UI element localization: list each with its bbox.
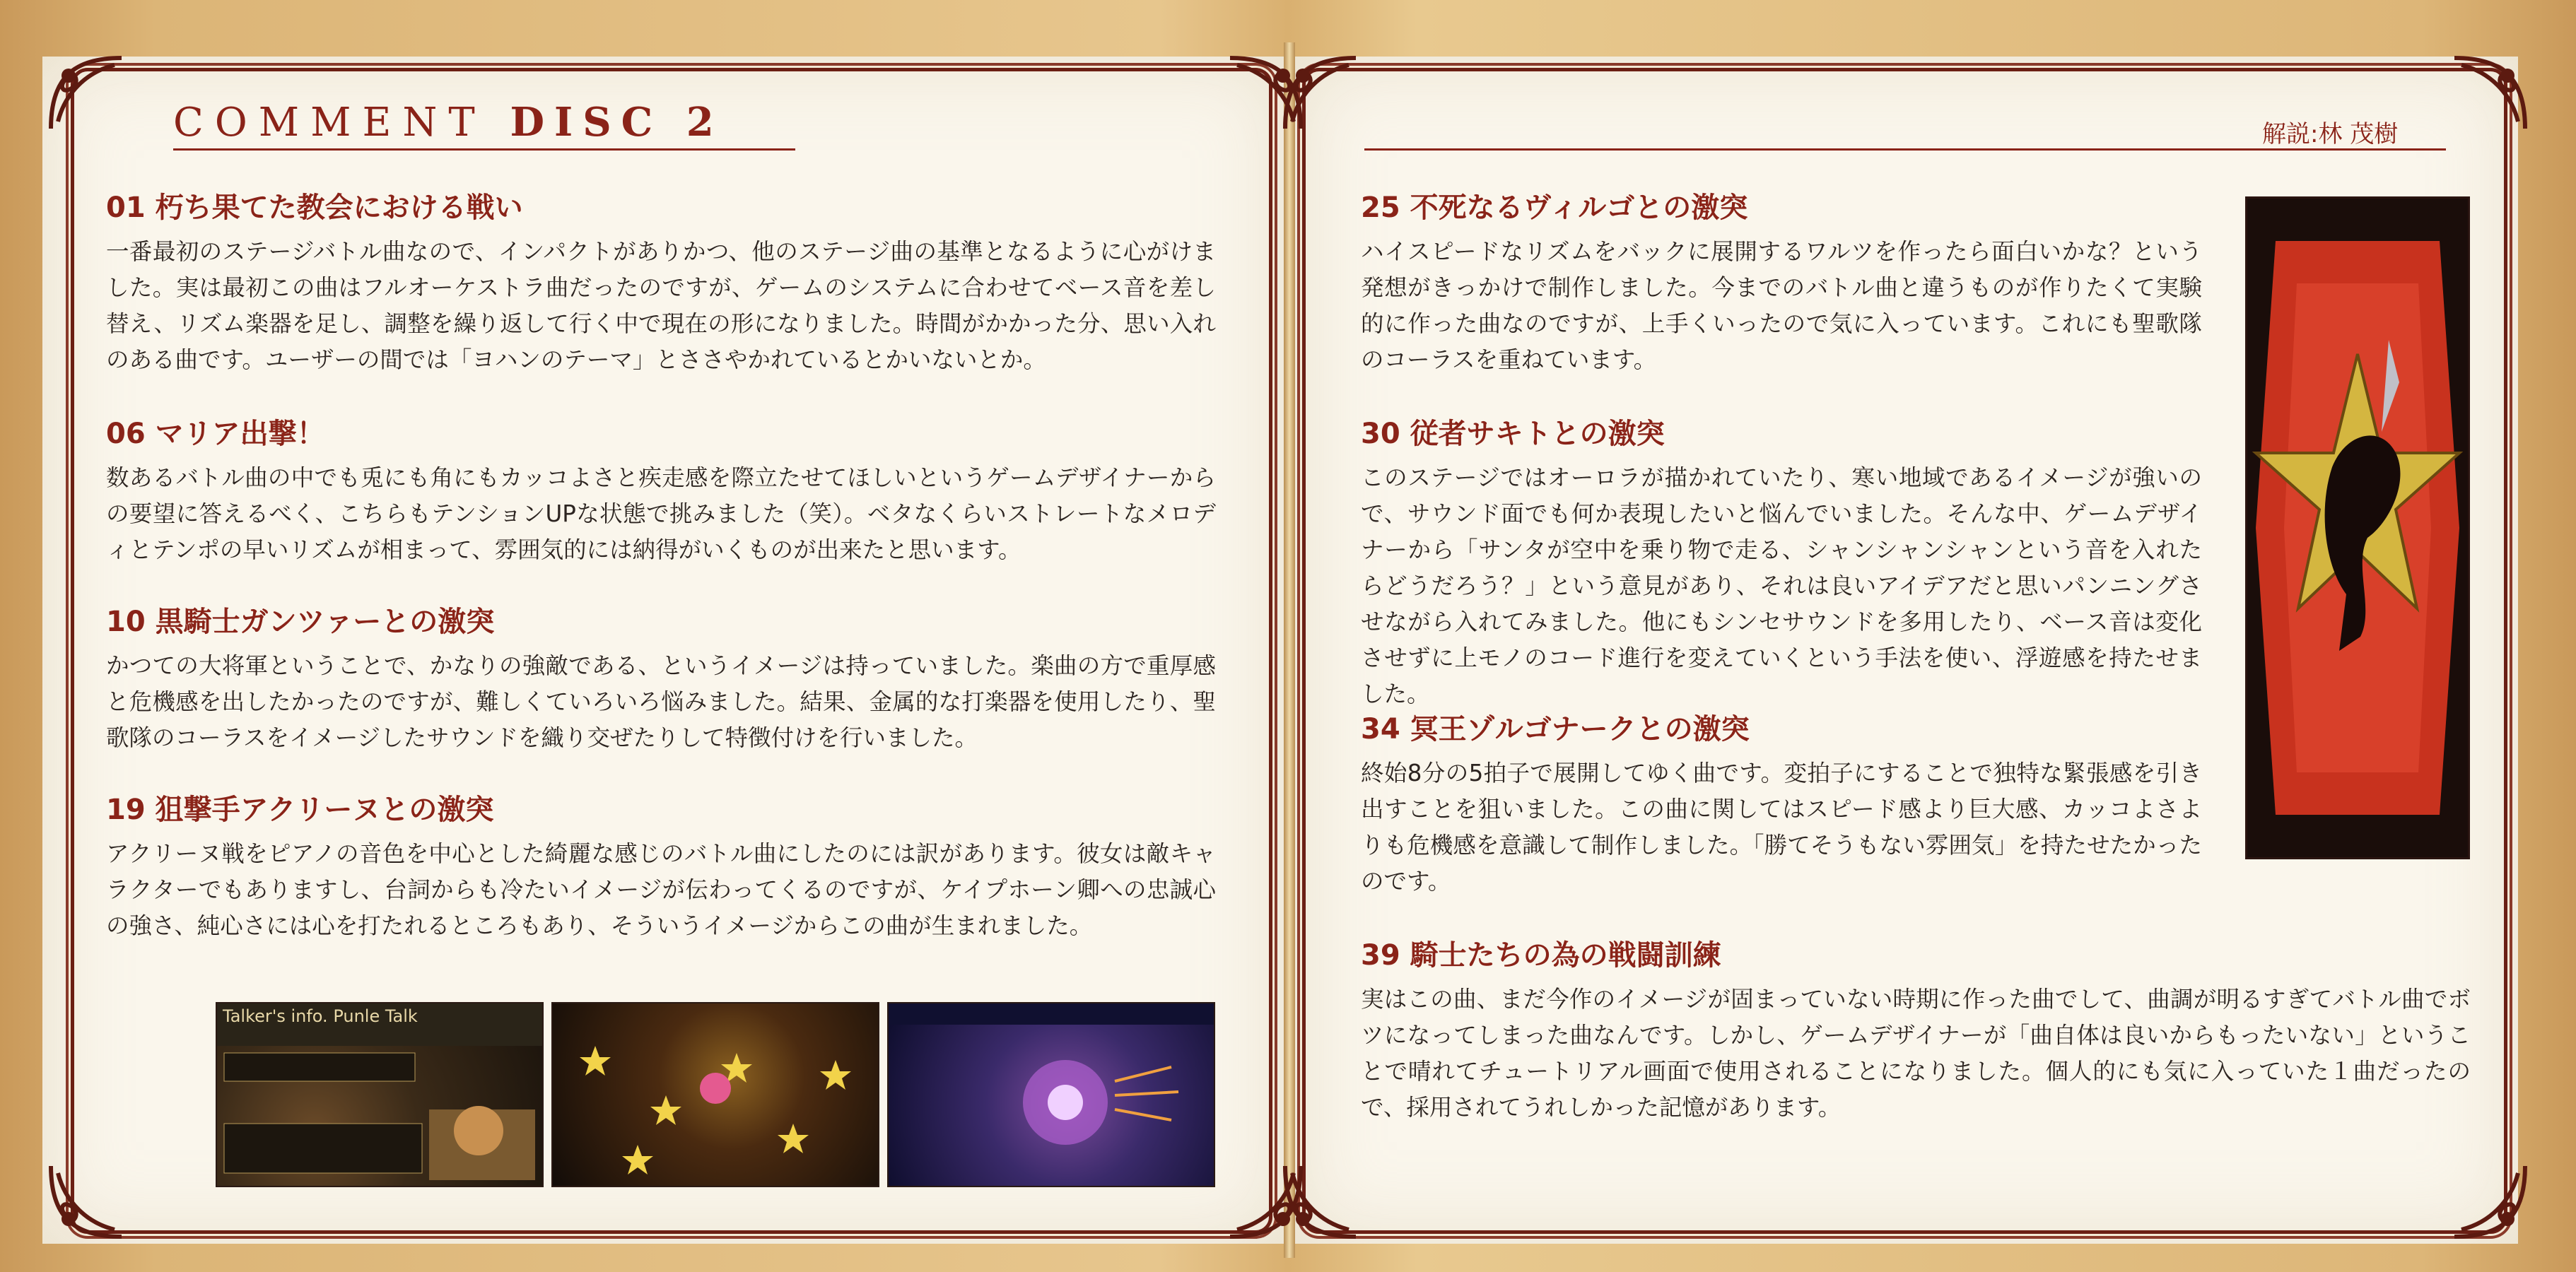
track-body: このステージではオーロラが描かれていたり、寒い地域であるイメージが強いので、サウンド面でも何か表現したいと悩んでいました。そんな中、ゲームデザイナーから「サンタが空中を乗り物で走る、シャンシャンシャンという音を入れたらどうだろう？」という意見があり、それは良いアイデアだと思いパンニングさせながら入れてみました。他にもシンセサウンドを多用したり、ベース音は変化させずに上モノのコード進行を変えていくという手法を使い、浮遊感を持たせました。 <box>1361 464 2202 707</box>
track-title: 06 マリア出撃！ <box>106 418 325 450</box>
talk-screenshot <box>216 1002 544 1187</box>
track-comment <box>1361 707 2202 900</box>
track-title: 34 冥王ゾルゴナークとの激突 <box>1361 713 1750 746</box>
track-comment <box>1361 411 2202 712</box>
track-comment <box>1361 185 2202 378</box>
ornament-corner-icon <box>44 1159 129 1244</box>
track-title: 01 朽ち果てた教会における戦い <box>106 192 523 224</box>
page-title-disc: DISC 2 <box>510 99 724 146</box>
ornament-corner-icon <box>1278 1159 1363 1244</box>
track-body: 数あるバトル曲の中でも兎にも角にもカッコよさと疾走感を際立たせてほしいというゲームデザイナーからの要望に答えるべく、こちらもテンションUPな状態で挑みました（笑）。ベタなくらいストレートなメロディとテンポの早いリズムが相まって、雰囲気的には納得がいくものが出来たと思います。 <box>106 464 1216 563</box>
track-body: 一番最初のステージバトル曲なので、インパクトがありかつ、他のステージ曲の基準となるように心がけました。実は最初この曲はフルオーケストラ曲だったのですが、ゲームのシステムに合わせてベース音を差し替え、リズム楽器を足し、調整を繰り返して行く中で現在の形になりました。時間がかかった分、思い入れのある曲です。ユーザーの間では「ヨハンのテーマ」とささやかれているとかいないとか。 <box>106 238 1216 373</box>
track-comment <box>106 185 1216 378</box>
booklet-gutter <box>1284 42 1295 1258</box>
commentary-credit: 解説:林 茂樹 <box>2262 120 2399 148</box>
ornament-corner-icon <box>2447 51 2532 136</box>
ornament-corner-icon <box>1278 51 1363 136</box>
track-body: 終始8分の5拍子で展開してゆく曲です。変拍子にすることで独特な緊張感を引き出すことを狙いました。この曲に関してはスピード感より巨大感、カッコよさよりも危機感を意識して制作しました。「勝てそうもない雰囲気」を持たせたかったのです。 <box>1361 760 2202 895</box>
knight-emblem-illustration <box>2245 196 2470 859</box>
track-comment <box>106 599 1216 756</box>
screenshot-caption: Talker's info. Punle Talk <box>223 1006 418 1026</box>
track-title: 10 黒騎士ガンツァーとの激突 <box>106 606 495 638</box>
track-comment <box>106 411 1216 568</box>
page-title-prefix: COMMENT <box>173 100 486 146</box>
track-title: 30 従者サキトとの激突 <box>1361 418 1665 450</box>
track-body: かつての大将軍ということで、かなりの強敵である、というイメージは持っていました。楽曲の方で重厚感と危機感を出したかったのですが、難しくていろいろ悩みました。結果、金属的な打楽器を使用したり、聖歌隊のコーラスをイメージしたサウンドを織り交ぜたりして特徴付けを行いました。 <box>106 652 1216 751</box>
track-title: 19 狙撃手アクリーヌとの激突 <box>106 794 494 826</box>
header-divider <box>173 148 795 151</box>
track-comment <box>106 787 1216 944</box>
track-comment <box>1361 933 2471 1126</box>
track-title: 25 不死なるヴィルゴとの激突 <box>1361 192 1748 224</box>
track-body: 実はこの曲、まだ今作のイメージが固まっていない時期に作った曲でして、曲調が明るすぎてバトル曲でボツになってしまった曲なんです。しかし、ゲームデザイナーが「曲自体は良いからもったいない」ということで晴れてチュートリアル画面で使用されることになりました。個人的にも気に入っていた１曲だったので、採用されてうれしかった記憶があります。 <box>1361 986 2471 1121</box>
ornament-corner-icon <box>2447 1159 2532 1244</box>
track-body: アクリーヌ戦をピアノの音色を中心とした綺麗な感じのバトル曲にしたのには訳があります。彼女は敵キャラクターでもありますし、台詞からも冷たいイメージが伝わってくるのですが、ケイプホーン卿への忠誠心の強さ、純心さには心を打たれるところもあり、そういうイメージからこの曲が生まれました。 <box>106 840 1216 939</box>
track-body: ハイスピードなリズムをバックに展開するワルツを作ったら面白いかな？という発想がきっかけで制作しました。今までのバトル曲と違うものが作りたくて実験的に作った曲なのですが、上手くいったので気に入っています。これにも聖歌隊のコーラスを重ねています。 <box>1361 238 2202 373</box>
page-title <box>173 99 724 146</box>
ornament-corner-icon <box>44 51 129 136</box>
track-title: 39 騎士たちの為の戦闘訓練 <box>1361 939 1721 972</box>
battle-screenshot-stars <box>551 1002 879 1187</box>
battle-screenshot-purple <box>887 1002 1215 1187</box>
